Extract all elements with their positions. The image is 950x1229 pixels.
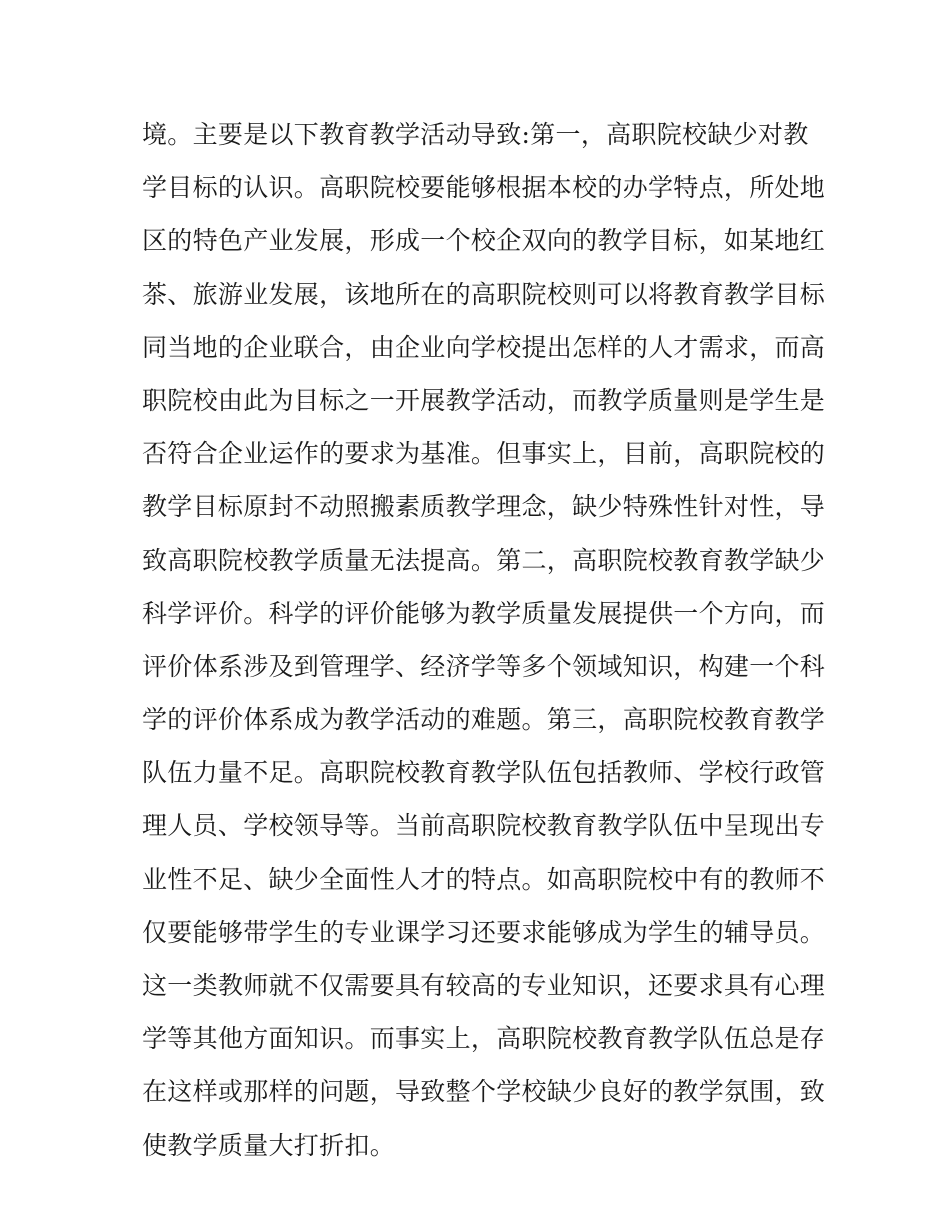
- text-line: 使教学质量大打折扣。: [142, 1130, 396, 1160]
- text-line: 评价体系涉及到管理学、经济学等多个领域知识，构建一个科: [142, 651, 826, 681]
- text-line: 这一类教师就不仅需要具有较高的专业知识，还要求具有心理: [142, 971, 826, 1000]
- body-paragraph: [142, 108, 826, 1172]
- text-line: 学的评价体系成为教学活动的难题。第三，高职院校教育教学: [142, 705, 826, 735]
- text-line: 学等其他方面知识。而事实上，高职院校教育教学队伍总是存: [142, 1024, 826, 1054]
- text-line: 队伍力量不足。高职院校教育教学队伍包括教师、学校行政管: [142, 758, 826, 788]
- text-line: 境。主要是以下教育教学活动导致:第一，高职院校缺少对教: [142, 120, 809, 149]
- text-line: 科学评价。科学的评价能够为教学质量发展提供一个方向，而: [142, 598, 826, 628]
- text-line: 理人员、学校领导等。当前高职院校教育教学队伍中呈现出专: [142, 811, 826, 841]
- text-line: 学目标的认识。高职院校要能够根据本校的办学特点，所处地: [142, 173, 826, 203]
- text-line: 仅要能够带学生的专业课学习还要求能够成为学生的辅导员。: [142, 917, 826, 947]
- text-line: 同当地的企业联合，由企业向学校提出怎样的人才需求，而高: [142, 332, 826, 362]
- text-line: 职院校由此为目标之一开展教学活动，而教学质量则是学生是: [142, 385, 826, 415]
- text-line: 区的特色产业发展，形成一个校企双向的教学目标，如某地红: [142, 226, 826, 256]
- text-line: 致高职院校教学质量无法提高。第二，高职院校教育教学缺少: [142, 545, 826, 575]
- text-line: 教学目标原封不动照搬素质教学理念，缺少特殊性针对性，导: [142, 492, 826, 522]
- text-line: 否符合企业运作的要求为基准。但事实上，目前，高职院校的: [142, 439, 826, 469]
- text-line: 茶、旅游业发展，该地所在的高职院校则可以将教育教学目标: [142, 279, 826, 309]
- text-line: 在这样或那样的问题，导致整个学校缺少良好的教学氛围，致: [142, 1077, 826, 1107]
- text-line: 业性不足、缺少全面性人才的特点。如高职院校中有的教师不: [142, 864, 826, 894]
